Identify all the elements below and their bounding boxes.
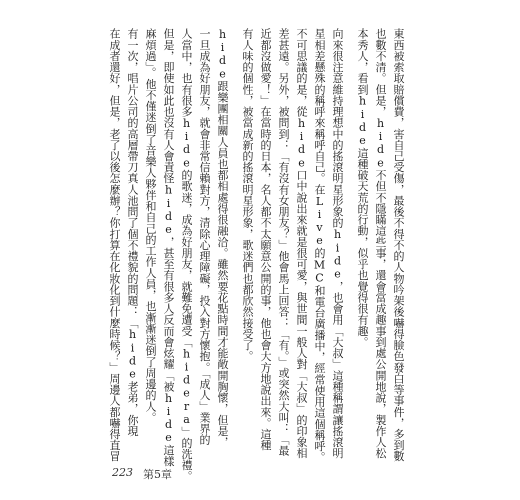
text-column: 差甚遠。另外，被問到：「有沒有女朋友？」他會馬上回答：「有。」或突然大叫：「最 xyxy=(277,28,290,457)
text-column: 有人味的個性，被當成新的搖滾明星形象，歌迷們也都欣然接受了。 xyxy=(241,28,254,362)
text-column: 不可思議的是，從hide口中說出來就是很可愛，與世間一般人對「大叔」的印象相 xyxy=(295,28,308,459)
text-column: 在成者還好，但是，老了以後怎麼辦？你打算在化妝化到什麼時候？」周邊人都嚇得直冒 xyxy=(108,28,121,462)
text-column: 但是，即使如此也沒有人會責怪hide，甚至有很多人反而會炫耀「被hide這樣 xyxy=(162,28,175,467)
text-column: 星相差懸殊的稱呼來稱呼自己。在Live的MC和電台廣播中，經常使用這個稱呼。 xyxy=(313,28,326,463)
text-column: 東西被索取賠償費，害自己受傷，最後不得不的人物吟架後嚇得臉色發白等事件，多到數 xyxy=(392,28,405,462)
text-column: 向來很注意維持理想中的搖滾明星形象的hide，也會用「大叔」這種稱謂讓搖滾明 xyxy=(331,28,344,459)
text-column: 有一次，唱片公司的高層帶刀真人池問了個不禮貌的問題：「hide老弟，你現 xyxy=(126,28,139,437)
text-column: hide跟樂團相關人員也都相處得很融洽。雖然要花點時間才能敞開胸懷，但是， xyxy=(216,28,229,448)
text-column: 人當中，也有很多hide的歌迷，成為好朋友，就難免遭受「hidera」的洗禮。 xyxy=(180,28,193,482)
text-column: 也數不清。但是，hide不但不隱瞞這些事，還會當成趣事到處公開地說，製作人松 xyxy=(374,28,387,459)
chapter-label: 第5章 xyxy=(143,468,172,481)
text-column: 一旦成為好朋友，就會非常信賴對方，清除心理障礙，投入對方懷抱。「成人」業界的 xyxy=(198,28,211,446)
text-column: 麻煩過」。他不僅迷倒了音樂人夥伴和自己的工作人員，也漸漸迷倒了周邊的人。 xyxy=(144,28,157,423)
text-column: 近都沒做愛！」在當時的日本，名人都不太願意公開的事，他也會大方地說出來。這種 xyxy=(259,28,272,451)
page-footer xyxy=(112,466,172,482)
page-number: 223 xyxy=(112,466,133,479)
text-column: 本秀人，看到hide這種破天荒的行動，似乎也覺得很有趣。 xyxy=(356,28,369,348)
